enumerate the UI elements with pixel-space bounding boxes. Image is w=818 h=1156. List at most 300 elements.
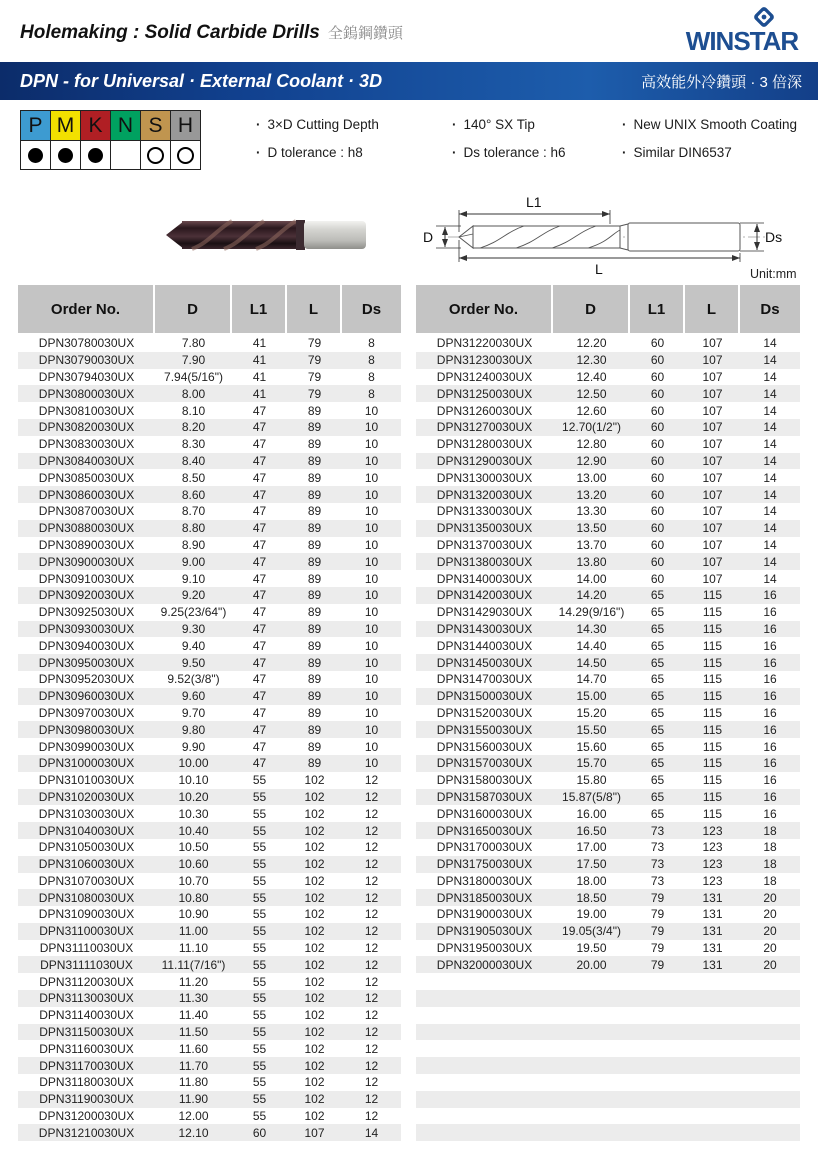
l1-cell: 60 [650,403,665,418]
d-cell: 15.00 [576,689,607,704]
d-cell: 10.00 [178,756,209,771]
bullet-icon: · [452,144,457,160]
l-cell: 123 [702,873,723,888]
table-row [416,604,800,621]
l-cell: 89 [307,554,322,569]
l1-cell: 55 [252,1041,267,1056]
l-cell: 102 [304,840,325,855]
l1-cell: 79 [650,890,665,905]
l-cell: 89 [307,705,322,720]
d-cell: 8.60 [181,487,206,502]
ds-cell: 18 [763,873,777,888]
table-row [416,805,800,822]
feature-item [452,138,566,166]
l-cell: 107 [304,1125,325,1140]
d-cell: 12.80 [576,437,607,452]
d-cell: 8.90 [181,537,206,552]
ds-cell: 12 [364,1058,379,1073]
order-no-cell: DPN31950030UX [436,941,533,956]
d-cell: 9.25(23/64") [160,605,227,620]
order-no-cell: DPN30830030UX [38,437,135,452]
d-cell: 11.50 [178,1025,209,1040]
ds-cell: 10 [364,403,379,418]
table-row [18,923,401,940]
l1-cell: 47 [252,487,267,502]
order-no-cell: DPN31750030UX [436,857,533,872]
d-cell: 9.50 [181,655,206,670]
order-no-cell: DPN31570030UX [436,756,533,771]
l1-cell: 55 [252,857,267,872]
l-cell: 102 [304,789,325,804]
l-cell: 89 [307,588,322,603]
l-cell: 115 [702,773,723,788]
ds-cell: 10 [364,588,379,603]
column-header-ds: Ds [740,285,800,333]
l1-cell: 55 [252,890,267,905]
l-cell: 115 [702,705,723,720]
l1-cell: 47 [252,638,267,653]
feature-text: Similar DIN6537 [633,144,732,160]
l1-cell: 55 [252,907,267,922]
l-cell: 115 [702,689,723,704]
l1-cell: 65 [650,672,665,687]
order-no-cell: DPN30860030UX [38,487,135,502]
table-row [416,553,800,570]
ds-cell: 10 [364,756,379,771]
order-no-cell: DPN31170030UX [39,1058,134,1073]
feature-item [622,110,797,138]
l1-cell: 65 [650,638,665,653]
ds-cell: 12 [364,1109,379,1124]
ds-cell: 12 [364,857,379,872]
l1-cell: 55 [252,840,267,855]
l-cell: 102 [304,806,325,821]
d-cell: 12.70(1/2") [562,420,621,435]
ds-cell [740,1074,800,1091]
d-cell: 18.50 [576,890,607,905]
order-no-cell: DPN31800030UX [436,873,533,888]
l-cell: 102 [304,890,325,905]
l-cell: 131 [702,890,723,905]
ds-cell: 8 [368,336,375,351]
l-cell: 102 [304,907,325,922]
table-row [416,335,800,352]
d-cell: 15.20 [576,705,607,720]
order-no-cell: DPN31110030UX [39,941,134,956]
page-title [20,22,403,44]
series-title: DPN - for Universal · External Coolant · 3D [20,70,383,91]
d-cell: 15.50 [576,722,607,737]
d-cell: 19.00 [576,907,607,922]
order-no-cell: DPN31440030UX [436,638,533,653]
l-cell: 89 [307,420,322,435]
d-cell: 11.20 [178,974,209,989]
ds-cell: 12 [364,773,379,788]
d-cell: 9.00 [181,554,206,569]
l-cell: 89 [307,571,322,586]
table-header-row [416,285,800,333]
l-cell: 123 [702,823,723,838]
order-no-cell: DPN31370030UX [436,537,533,552]
l1-cell: 79 [650,957,665,972]
feature-item [256,138,379,166]
order-no-cell: DPN30950030UX [38,655,135,670]
table-row [18,688,401,705]
material-chip-m: M [51,111,80,140]
table-row [416,537,800,554]
d-cell: 8.30 [181,437,206,452]
l1-cell: 47 [252,521,267,536]
ds-cell [740,973,800,990]
d-cell: 12.30 [576,353,607,368]
order-no-cell: DPN30840030UX [38,453,135,468]
table-row [18,705,401,722]
table-header-row [18,285,401,333]
l-cell: 89 [307,638,322,653]
table-row [416,705,800,722]
l1-cell: 60 [650,571,665,586]
ds-cell: 12 [364,873,379,888]
l-cell: 102 [304,974,325,989]
l1-cell: 65 [650,773,665,788]
l1-cell [630,1091,685,1108]
order-no-cell: DPN31700030UX [436,840,533,855]
order-no-cell: DPN31240030UX [436,369,533,384]
table-row [416,721,800,738]
l1-cell: 60 [650,386,665,401]
order-no-cell: DPN31500030UX [436,689,533,704]
l-cell [685,990,740,1007]
table-row [416,873,800,890]
bullet-icon: · [622,116,627,132]
order-no-cell: DPN30930030UX [38,621,135,636]
d-cell: 13.80 [576,554,607,569]
l1-cell: 60 [650,437,665,452]
order-no-cell: DPN31587030UX [436,789,533,804]
d-cell: 9.40 [181,638,206,653]
ds-cell: 12 [364,957,379,972]
ds-cell: 14 [763,353,777,368]
l-cell: 89 [307,504,322,519]
l-cell: 102 [304,991,325,1006]
ds-cell: 14 [364,1125,379,1140]
table-row-empty [416,1108,800,1125]
table-row [18,402,401,419]
material-chip-n: N [111,111,140,140]
order-no-cell: DPN31230030UX [436,353,533,368]
l1-cell: 60 [650,470,665,485]
order-no-cell [416,1024,553,1041]
ds-cell: 14 [763,504,777,519]
ds-cell: 14 [763,336,777,351]
ds-cell: 10 [364,621,379,636]
l1-cell: 55 [252,823,267,838]
order-no-cell: DPN31070030UX [38,873,135,888]
l-cell: 79 [307,336,322,351]
table-row [18,671,401,688]
l1-cell: 47 [252,705,267,720]
l1-cell: 73 [650,873,665,888]
d-cell: 12.90 [576,453,607,468]
table-row [416,486,800,503]
l-cell: 89 [307,453,322,468]
column-header-d: D [155,285,232,333]
table-row [416,570,800,587]
table-row [18,789,401,806]
table-row [18,906,401,923]
l-cell [685,1108,740,1125]
table-row [18,335,401,352]
order-no-cell [416,990,553,1007]
table-row [18,570,401,587]
d-cell: 13.30 [576,504,607,519]
l-cell: 115 [702,722,723,737]
ds-cell: 14 [763,420,777,435]
table-row [416,789,800,806]
table-row [416,469,800,486]
material-chip-k: K [81,111,110,140]
l1-cell: 60 [650,353,665,368]
order-no-cell: DPN31040030UX [38,823,135,838]
order-no-cell: DPN30890030UX [38,537,135,552]
column-header-l1: L1 [630,285,685,333]
l-cell: 102 [304,1109,325,1124]
order-no-cell: DPN31905030UX [436,924,533,939]
table-row [416,688,800,705]
order-no-cell: DPN30990030UX [38,739,135,754]
order-no-cell: DPN30790030UX [38,353,135,368]
l-cell: 107 [702,336,723,351]
order-no-cell: DPN31270030UX [436,420,533,435]
ds-cell: 14 [763,453,777,468]
d-cell [553,1108,630,1125]
order-no-cell: DPN31330030UX [436,504,533,519]
l1-cell: 47 [252,453,267,468]
order-no-cell: DPN31560030UX [436,739,533,754]
l1-cell: 73 [650,823,665,838]
ds-cell: 10 [364,605,379,620]
l1-cell: 60 [650,369,665,384]
d-cell: 11.80 [178,1075,209,1090]
l1-cell [630,1024,685,1041]
l-cell: 107 [702,521,723,536]
table-row [18,637,401,654]
order-no-cell: DPN31650030UX [436,823,533,838]
l-cell: 102 [304,941,325,956]
bullet-icon: · [256,116,261,132]
d-cell: 8.80 [181,521,206,536]
d-cell: 9.70 [181,705,206,720]
l-cell: 107 [702,420,723,435]
order-no-cell: DPN31420030UX [436,588,533,603]
d-cell: 9.90 [181,739,206,754]
d-cell: 9.30 [181,621,206,636]
l1-cell: 73 [650,857,665,872]
d-cell: 11.90 [178,1092,209,1107]
l-cell: 89 [307,521,322,536]
l1-cell: 79 [650,924,665,939]
order-no-cell: DPN31250030UX [436,386,533,401]
order-no-cell: DPN31220030UX [436,336,533,351]
d-cell: 11.10 [178,941,209,956]
order-no-cell: DPN31320030UX [436,487,533,502]
order-no-cell: DPN30800030UX [38,386,135,401]
table-row [416,940,800,957]
d-cell: 12.00 [178,1109,209,1124]
table-row-empty [416,973,800,990]
l-cell: 102 [304,1041,325,1056]
l1-cell: 65 [650,588,665,603]
table-row [18,1024,401,1041]
l1-cell: 60 [650,537,665,552]
l1-cell: 60 [650,336,665,351]
l1-cell: 47 [252,672,267,687]
ds-cell: 8 [368,369,375,384]
material-chip-p: P [21,111,50,140]
d-cell: 11.40 [178,1008,209,1023]
l1-cell: 55 [252,1109,267,1124]
ds-cell: 16 [763,672,777,687]
d-cell: 8.70 [181,504,206,519]
table-row-empty [416,1007,800,1024]
l-cell: 115 [702,638,723,653]
l-cell: 89 [307,689,322,704]
l1-cell: 41 [252,336,267,351]
table-row [18,587,401,604]
order-no-cell: DPN31450030UX [436,655,533,670]
table-row [18,436,401,453]
feature-text: 3×D Cutting Depth [267,116,379,132]
l-cell: 89 [307,739,322,754]
ds-cell: 16 [763,789,777,804]
order-no-cell: DPN31280030UX [436,437,533,452]
order-no-cell: DPN31090030UX [38,907,135,922]
l1-cell: 65 [650,605,665,620]
l1-cell [630,1040,685,1057]
l-cell [685,1057,740,1074]
l1-cell: 47 [252,537,267,552]
order-no-cell [416,1124,553,1141]
d-cell: 9.80 [181,722,206,737]
ds-cell: 12 [364,840,379,855]
l-cell: 89 [307,403,322,418]
order-no-cell: DPN31180030UX [39,1075,134,1090]
d-cell: 9.10 [181,571,206,586]
ds-cell: 12 [364,823,379,838]
feature-column-3 [622,110,797,166]
d-cell: 10.90 [178,907,209,922]
ds-cell: 10 [364,571,379,586]
l1-cell: 65 [650,806,665,821]
d-cell: 10.20 [178,789,209,804]
table-row [416,503,800,520]
l-cell: 107 [702,386,723,401]
table-row [18,721,401,738]
table-row [18,805,401,822]
ds-cell [740,1091,800,1108]
l1-cell: 55 [252,773,267,788]
order-no-cell: DPN30952030UX [38,672,135,687]
ds-cell: 14 [763,470,777,485]
d-cell: 14.00 [576,571,607,586]
order-no-cell: DPN30970030UX [38,705,135,720]
d-cell [553,1057,630,1074]
d-cell: 13.20 [576,487,607,502]
l-cell: 107 [702,353,723,368]
order-no-cell: DPN31020030UX [38,789,135,804]
l-cell [685,1124,740,1141]
d-cell [553,1074,630,1091]
l-cell [685,1007,740,1024]
ds-cell: 16 [763,621,777,636]
l1-cell: 47 [252,403,267,418]
ds-cell: 16 [763,689,777,704]
table-row [416,772,800,789]
table-row [416,822,800,839]
l1-cell: 47 [252,588,267,603]
d-cell: 8.10 [181,403,206,418]
order-no-cell: DPN31520030UX [436,705,533,720]
l1-cell: 47 [252,655,267,670]
d-cell: 18.00 [576,873,607,888]
l1-cell: 55 [252,974,267,989]
ds-cell: 10 [364,638,379,653]
order-no-cell: DPN32000030UX [436,957,533,972]
d-cell: 14.40 [576,638,607,653]
order-no-cell: DPN30900030UX [38,554,135,569]
ds-cell: 10 [364,739,379,754]
l1-cell: 55 [252,1075,267,1090]
l-cell: 115 [702,655,723,670]
ds-cell [740,1108,800,1125]
ds-cell [740,1024,800,1041]
l1-cell: 79 [650,941,665,956]
l-cell [685,1024,740,1041]
l-cell: 115 [702,605,723,620]
l-cell: 102 [304,857,325,872]
d-cell: 8.40 [181,453,206,468]
table-row [416,839,800,856]
d-cell: 10.10 [178,773,209,788]
l1-cell: 55 [252,991,267,1006]
ds-cell: 14 [763,437,777,452]
l1-cell: 47 [252,689,267,704]
bullet-icon: · [622,144,627,160]
d-cell: 8.50 [181,470,206,485]
l1-cell: 55 [252,1092,267,1107]
ds-cell: 14 [763,571,777,586]
order-no-cell: DPN31120030UX [39,974,134,989]
d-cell: 16.50 [576,823,607,838]
column-header-l: L [685,285,740,333]
table-row [18,369,401,386]
ds-cell [740,1124,800,1141]
l1-cell: 55 [252,1008,267,1023]
column-header-orderno: Order No. [416,285,553,333]
d-cell: 9.20 [181,588,206,603]
order-no-cell: DPN30794030UX [38,369,135,384]
order-no-cell: DPN30880030UX [38,521,135,536]
d-cell: 9.52(3/8") [167,672,220,687]
table-row [416,755,800,772]
ds-cell: 12 [364,1025,379,1040]
table-row [18,621,401,638]
l-cell [685,973,740,990]
ds-cell: 14 [763,521,777,536]
order-no-cell: DPN31150030UX [39,1025,134,1040]
order-no-cell [416,1108,553,1125]
dimension-diagram [420,190,818,278]
